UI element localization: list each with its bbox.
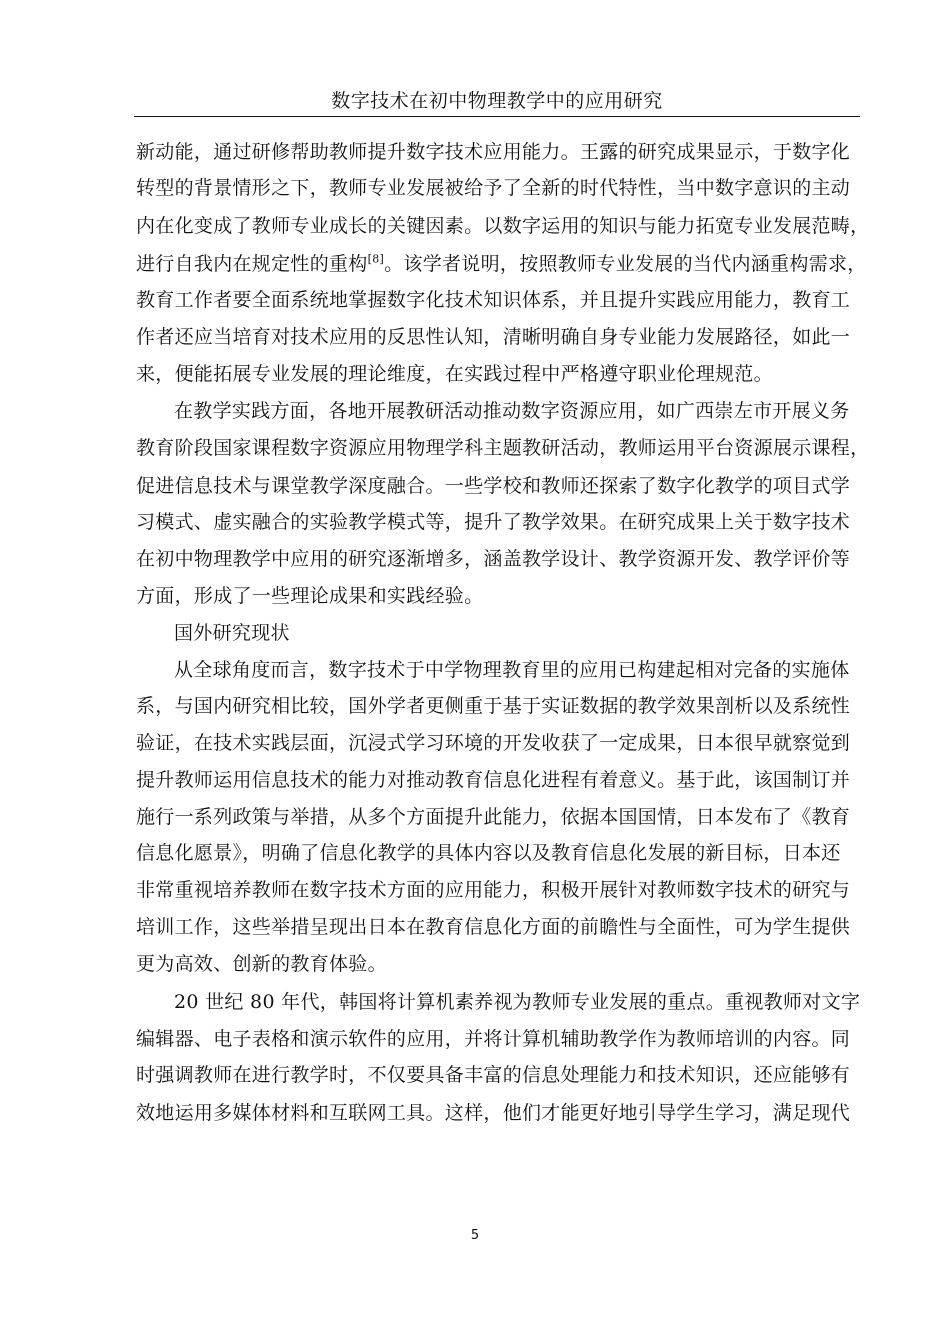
text-line: 作者还应当培育对技术应用的反思性认知，清晰明确自身专业能力发展路径，如此一 (136, 326, 851, 348)
paragraph-start-line: 20 世纪 80 年代，韩国将计算机素养视为教师专业发展的重点。重视教师对文字 (174, 991, 861, 1013)
text-line: 促进信息技术与课堂教学深度融合。一些学校和教师还探索了数字化教学的项目式学 (136, 475, 851, 497)
text-line: 系，与国内研究相比较，国外学者更侧重于基于实证数据的教学效果剖析以及系统性 (136, 695, 851, 717)
text-line: 提升教师运用信息技术的能力对推动教育信息化进程有着意义。基于此，该国制订并 (136, 769, 851, 791)
text-line: 验证，在技术实践层面，沉浸式学习环境的开发收获了一定成果，日本很早就察觉到 (136, 732, 851, 754)
citation-reference: [8] (367, 252, 385, 266)
section-heading: 国外研究现状 (174, 622, 290, 644)
text-line: 习模式、虚实融合的实验教学模式等，提升了教学效果。在研究成果上关于数字技术 (136, 511, 851, 533)
text-line: 来，便能拓展专业发展的理论维度，在实践过程中严格遵守职业伦理规范。 (136, 363, 773, 385)
text-line: 内在化变成了教师专业成长的关键因素。以数字运用的知识与能力拓宽专业发展范畴， (136, 215, 870, 237)
paragraph-start-line: 从全球角度而言，数字技术于中学物理教育里的应用已构建起相对完备的实施体 (174, 659, 850, 681)
paragraph-start-line: 在教学实践方面，各地开展教研活动推动数字资源应用，如广西崇左市开展义务 (174, 400, 850, 422)
text-line: 在初中物理教学中应用的研究逐渐增多，涵盖教学设计、教学资源开发、教学评价等 (136, 548, 851, 570)
text-line: 新动能，通过研修帮助教师提升数字技术应用能力。王露的研究成果显示，于数字化 (136, 141, 851, 163)
text-line: 信息化愿景》，明确了信息化教学的具体内容以及教育信息化发展的新目标，日本还 (136, 842, 841, 864)
text-segment: 。该学者说明，按照教师专业发展的当代内涵重构需求， (384, 253, 867, 275)
header-divider (134, 116, 860, 117)
text-line: 教育工作者要全面系统地掌握数字化技术知识体系，并且提升实践应用能力，教育工 (136, 289, 851, 311)
text-line: 转型的背景情形之下，教师专业发展被给予了全新的时代特性，当中数字意识的主动 (136, 177, 851, 199)
text-line: 教育阶段国家课程数字资源应用物理学科主题教研活动，教师运用平台资源展示课程， (136, 437, 870, 459)
text-line: 非常重视培养教师在数字技术方面的应用能力，积极开展针对教师数字技术的研究与 (136, 879, 851, 901)
text-line-with-citation (136, 252, 867, 276)
text-line: 更为高效、创新的教育体验。 (136, 953, 387, 975)
text-line: 施行一系列政策与举措，从多个方面提升此能力，依据本国国情，日本发布了《教育 (136, 806, 851, 828)
text-line: 编辑器、电子表格和演示软件的应用，并将计算机辅助教学作为教师培训的内容。同 (136, 1028, 851, 1050)
text-line: 方面，形成了一些理论成果和实践经验。 (136, 585, 484, 607)
text-line: 培训工作，这些举措呈现出日本在教育信息化方面的前瞻性与全面性，可为学生提供 (136, 916, 851, 938)
text-segment: 进行自我内在规定性的重构 (136, 253, 368, 275)
text-line: 时强调教师在进行教学时，不仅要具备丰富的信息处理能力和技术知识，还应能够有 (136, 1064, 851, 1086)
page-number: 5 (470, 1228, 480, 1243)
page-header-title: 数字技术在初中物理教学中的应用研究 (331, 90, 663, 112)
text-line: 效地运用多媒体材料和互联网工具。这样，他们才能更好地引导学生学习，满足现代 (136, 1102, 851, 1124)
